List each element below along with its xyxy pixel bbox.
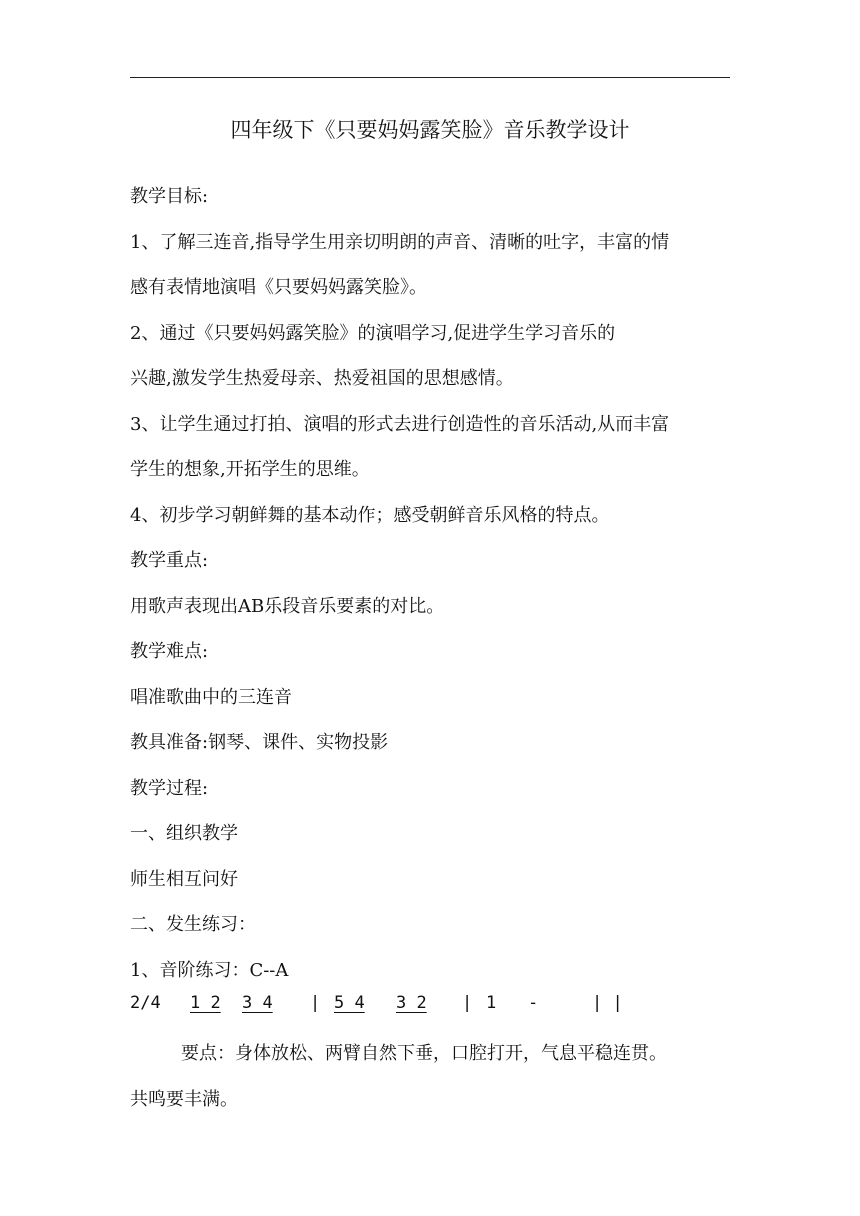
section-heading-process: 教学过程: bbox=[130, 778, 209, 799]
paragraph-line: 兴趣,激发学生热爱母亲、热爱祖国的思想感情。 bbox=[130, 368, 514, 389]
paragraph-line: 1、了解三连音,指导学生用亲切明朗的声音、清晰的吐字，丰富的情 bbox=[130, 232, 670, 253]
key-points-line: 要点：身体放松、两臂自然下垂，口腔打开，气息平稳连贯。 bbox=[181, 1043, 667, 1064]
paragraph-line: 一、组织教学 bbox=[130, 823, 238, 844]
section-heading-difficulties: 教学难点: bbox=[130, 641, 209, 662]
note-group: 3 4 bbox=[242, 993, 273, 1013]
paragraph-line: 二、发生练习： bbox=[130, 914, 256, 935]
paragraph-line: 感有表情地演唱《只要妈妈露笑脸》。 bbox=[130, 277, 427, 298]
bar-line: | bbox=[462, 993, 473, 1013]
paragraph-line: 4、初步学习朝鲜舞的基本动作；感受朝鲜音乐风格的特点。 bbox=[130, 505, 610, 526]
paragraph-line: 教具准备:钢琴、课件、实物投影 bbox=[130, 732, 389, 753]
time-signature: 2/4 bbox=[130, 993, 161, 1013]
note: 1 bbox=[486, 993, 497, 1013]
note-group: 1 2 bbox=[190, 993, 221, 1013]
note-group: 3 2 bbox=[396, 993, 427, 1013]
section-heading-key-points: 教学重点: bbox=[130, 550, 209, 571]
paragraph-line: 学生的想象,开拓学生的思维。 bbox=[130, 459, 370, 480]
paragraph-line: 1、音阶练习：C--A bbox=[130, 960, 289, 981]
document-title: 四年级下《只要妈妈露笑脸》音乐教学设计 bbox=[230, 118, 630, 142]
paragraph-line: 唱准歌曲中的三连音 bbox=[130, 687, 292, 708]
paragraph-line: 3、让学生通过打拍、演唱的形式去进行创造性的音乐活动,从而丰富 bbox=[130, 414, 670, 435]
paragraph-line: 用歌声表现出AB乐段音乐要素的对比。 bbox=[130, 596, 445, 617]
key-points-line: 共鸣要丰满。 bbox=[130, 1089, 238, 1110]
paragraph-line: 师生相互问好 bbox=[130, 869, 238, 890]
final-bar-line: | | bbox=[592, 993, 623, 1013]
header-rule bbox=[130, 77, 730, 78]
section-heading-objectives: 教学目标: bbox=[130, 186, 209, 207]
bar-line: | bbox=[310, 993, 321, 1013]
dash: - bbox=[528, 993, 539, 1013]
note-group: 5 4 bbox=[334, 993, 365, 1013]
paragraph-line: 2、通过《只要妈妈露笑脸》的演唱学习,促进学生学习音乐的 bbox=[130, 323, 616, 344]
